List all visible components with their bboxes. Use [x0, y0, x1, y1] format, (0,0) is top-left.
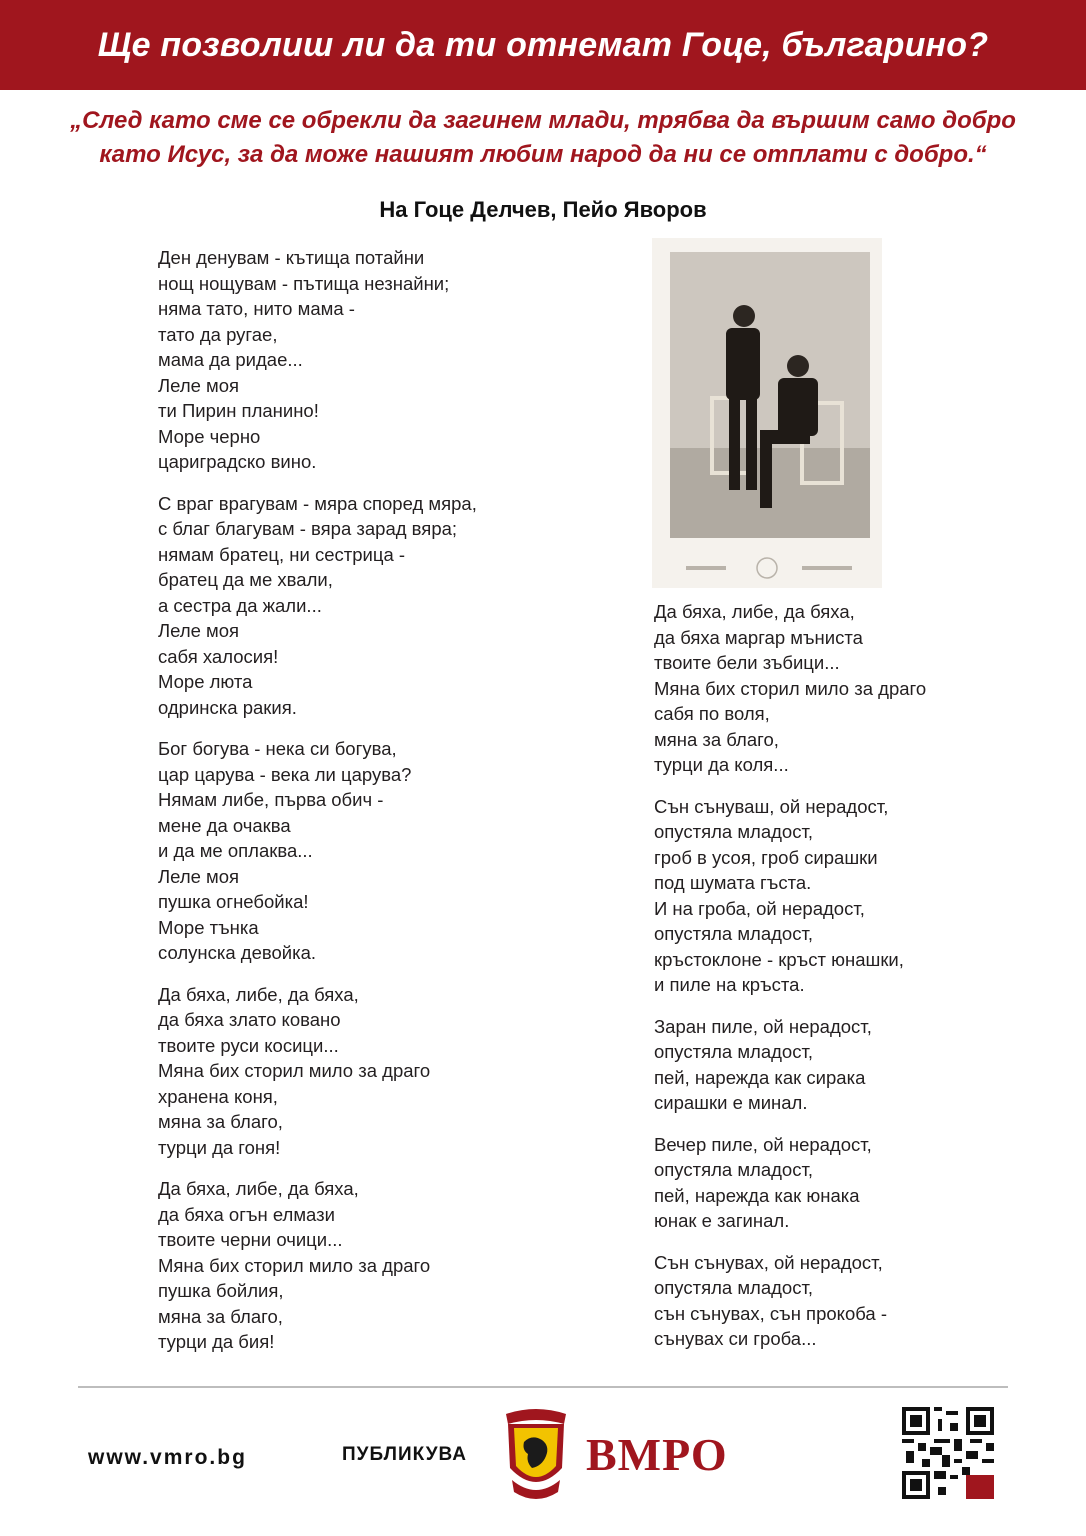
poem-line: опустяла младост, [654, 1041, 814, 1062]
quote [40, 104, 1046, 172]
qr-code-icon [902, 1406, 994, 1500]
poem-stanza [654, 794, 926, 998]
poem-line: твоите руси косици... [158, 1034, 339, 1056]
poem-line: Бог богува - нека си богува, [158, 738, 397, 759]
poem-line: пушка бойлия, [158, 1280, 284, 1301]
poem-line: юнак е загинал. [654, 1210, 790, 1231]
poem-line: гроб в усоя, гроб сирашки [654, 846, 878, 868]
poem-line: турци да бия! [158, 1331, 275, 1352]
footer-divider [78, 1386, 1008, 1388]
vmro-brand: ВМРО [586, 1429, 728, 1480]
poem-line: пей, нарежда как юнака [654, 1184, 860, 1206]
poem-line: Да бяха, либе, да бяха, [158, 983, 359, 1005]
poem-line: мяна за благо, [158, 1305, 283, 1327]
poem-line: пей, нарежда как сирака [654, 1066, 866, 1088]
poem-line: С враг врагувам - мяра според мяра, [158, 492, 477, 514]
poem-line: мяна за благо, [654, 728, 779, 750]
poem-stanza [158, 736, 477, 966]
poem-line: цариградско вино. [158, 451, 317, 472]
poem-line: Леле моя [158, 620, 240, 641]
quote-line: „След като сме се обрекли да загинем млади, трябва да вършим само добро [70, 107, 1016, 134]
poem-line: да бяха огън елмази [158, 1203, 335, 1225]
poem-stanza [654, 1014, 926, 1116]
poem-line: нощ нощувам - пътища незнайни; [158, 272, 450, 294]
poem-line: Заран пиле, ой нерадост, [654, 1015, 872, 1037]
poem-column-right [654, 599, 926, 1368]
poem-stanza [158, 1176, 477, 1355]
poem-line: Сън сънуваш, ой нерадост, [654, 795, 889, 817]
poem-line: Да бяха, либе, да бяха, [158, 1178, 359, 1199]
poem-line: сън сънувах, сън прокоба - [654, 1302, 888, 1324]
poem-line: мяна за благо, [158, 1111, 283, 1132]
poem-stanza [654, 1132, 926, 1234]
poem-line: сирашки е минал. [654, 1092, 808, 1113]
poem-line: мама да ридае... [158, 349, 303, 370]
poem-line: И на гроба, ой нерадост, [654, 897, 865, 919]
website-link[interactable]: www.vmro.bg [88, 1446, 247, 1469]
poem-line: твоите бели зъбици... [654, 652, 840, 673]
poem-line: няма тато, нито мама - [158, 298, 355, 319]
vmro-logo [498, 1404, 574, 1502]
header-banner [0, 0, 1086, 90]
poem-line: Нямам либе, първа обич - [158, 789, 384, 810]
poem-line: братец да ме хвали, [158, 569, 333, 590]
poem-line: мене да очаква [158, 814, 291, 836]
poem-stanza [158, 245, 477, 475]
poem-line: Море тънка [158, 916, 259, 938]
poem-line: сабя по воля, [654, 703, 770, 724]
poem-line: кръстоклоне - кръст юнашки, [654, 948, 904, 970]
poem-line: и да ме оплаква... [158, 840, 313, 861]
poem-line: пушка огнебойка! [158, 891, 309, 912]
poem-column-left [158, 245, 477, 1371]
poem-line: Мяна бих сторил мило за драго [654, 677, 927, 699]
poem-stanza [158, 982, 477, 1161]
poem-line: опустяла младост, [654, 1159, 814, 1180]
poem-line: опустяла младост, [654, 923, 814, 944]
poem-line: твоите черни очици... [158, 1229, 343, 1250]
poem-stanza [654, 599, 926, 778]
poem-line: Леле моя [158, 374, 240, 396]
poem-title: На Гоце Делчев, Пейо Яворов [379, 197, 707, 222]
poem-line: да бяха злато ковано [158, 1009, 341, 1030]
poem-line: и пиле на кръста. [654, 974, 805, 995]
poem-line: а сестра да жали... [158, 594, 322, 616]
poem-line: турци да гоня! [158, 1136, 281, 1158]
poem-line: Сън сънувах, ой нерадост, [654, 1251, 883, 1273]
poem-line: под шумата гъста. [654, 872, 812, 893]
poem-line: Вечер пиле, ой нерадост, [654, 1133, 872, 1155]
poem-line: Да бяха, либе, да бяха, [654, 601, 855, 622]
poem-line: нямам братец, ни сестрица - [158, 543, 406, 565]
poem-line: да бяха маргар мъниста [654, 626, 863, 648]
poem-line: цар царува - века ли царува? [158, 763, 412, 785]
quote-line: като Исус, за да може нашият любим народ да ни се отплати с добро.“ [99, 141, 987, 168]
poem-line: Ден денувам - кътища потайни [158, 247, 425, 268]
poem-line: сабя халосия! [158, 645, 279, 667]
poem-line: одринска ракия. [158, 696, 297, 718]
poem-line: Леле моя [158, 865, 240, 887]
historical-photo [652, 238, 882, 588]
poem-line: хранена коня, [158, 1085, 278, 1107]
poem-line: Море люта [158, 671, 253, 692]
poem-line: солунска девойка. [158, 942, 317, 963]
poem-stanza [158, 491, 477, 721]
poem-line: Море черно [158, 425, 261, 447]
poem-line: с благ благувам - вяра зарад вяра; [158, 518, 458, 539]
published-by-label: ПУБЛИКУВА [342, 1444, 468, 1465]
poem-stanza [654, 1250, 926, 1352]
poem-line: опустяла младост, [654, 821, 814, 842]
poem-line: сънувах си гроба... [654, 1328, 817, 1349]
poem-line: Мяна бих сторил мило за драго [158, 1060, 431, 1081]
poem-line: ти Пирин планино! [158, 400, 319, 421]
poem-line: тато да ругае, [158, 323, 278, 345]
page-title: Ще позволиш ли да ти отнемат Гоце, българино? [97, 25, 989, 64]
poem-line: турци да коля... [654, 754, 789, 775]
poem-line: Мяна бих сторил мило за драго [158, 1254, 431, 1276]
poem-line: опустяла младост, [654, 1277, 814, 1298]
